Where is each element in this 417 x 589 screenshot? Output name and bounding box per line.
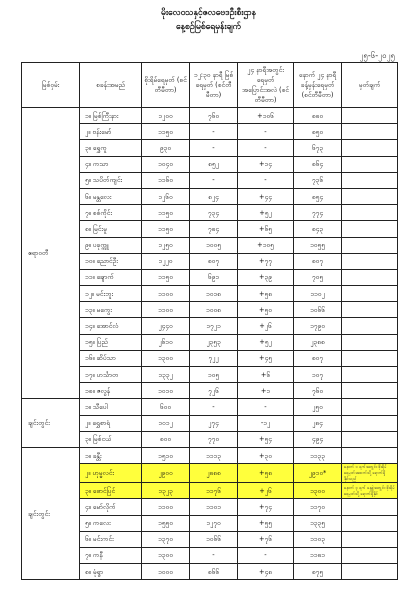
forecast-cell: ၁၁၀၂ [294, 286, 342, 302]
change-cell: - [238, 547, 294, 563]
station-name-cell: ၁၄။ အောင်လံ [80, 318, 142, 334]
forecast-cell: ၁၀၆၆ [294, 302, 342, 318]
danger-level-cell: ၁၀၁၂ [142, 415, 190, 431]
remark-cell [342, 515, 398, 531]
danger-level-cell: ၁၃၀၀ [142, 547, 190, 563]
danger-level-cell: ၂၆၁၀ [142, 334, 190, 350]
change-cell: - [238, 399, 294, 415]
remark-cell [342, 367, 398, 383]
station-name-cell: ၂။ ဗန်းမော် [80, 124, 142, 140]
current-level-cell: ၁၀၆၆ [190, 531, 238, 547]
change-cell: - [238, 140, 294, 156]
current-level-cell: ၁၀၅ [190, 367, 238, 383]
current-level-cell: - [190, 172, 238, 188]
danger-level-cell: ၁၁၀၀ [142, 499, 190, 515]
change-cell: +၅၄ [238, 431, 294, 447]
forecast-cell: ၂၈၄ [294, 415, 342, 431]
danger-level-cell: ၁၁၅၀ [142, 205, 190, 221]
forecast-cell: ၈၆၄ [294, 156, 342, 172]
station-name-cell: ၄။ မော်လိုက် [80, 499, 142, 515]
current-level-cell: - [190, 140, 238, 156]
remark-cell [342, 124, 398, 140]
station-name-cell: ၂။ ရွှေစာရံ [80, 415, 142, 431]
remark-cell [342, 415, 398, 431]
station-name-cell: ၃။ ရွှေကူ [80, 140, 142, 156]
river-level-table [21, 62, 398, 580]
remark-cell [342, 237, 398, 253]
change-cell: +၆ [238, 367, 294, 383]
current-level-cell: ၆၉၁ [190, 269, 238, 285]
change-cell: +၅၂ [238, 334, 294, 350]
remark-cell [342, 318, 398, 334]
danger-level-cell: ၁၀၀၀ [142, 564, 190, 580]
station-name-cell: ၅။ ကလေး [80, 515, 142, 531]
forecast-cell: ၇၀၅ [294, 269, 342, 285]
remark-cell: နောက် ၃ ရက် နေ့စွဲအတွင်း စိုးရိမ်ရေမှတ်သို့ ရောက်ရှိနိုင် [342, 483, 398, 499]
forecast-cell: ၇၇၄ [294, 205, 342, 221]
forecast-cell: ၁၁၈၁ [294, 547, 342, 563]
forecast-cell: ၈၅၄ [294, 188, 342, 204]
document-subtitle: နေ့စဉ်မြစ်ရေမှန်းချက် [176, 22, 241, 32]
region-cell: ဧရာဝတီ [22, 108, 80, 399]
forecast-cell: ၁၃၃၅ [294, 515, 342, 531]
current-level-cell: - [190, 547, 238, 563]
forecast-cell: ၁၃၀၀ [294, 483, 342, 499]
change-cell: - [238, 172, 294, 188]
change-cell: +၅၅ [238, 515, 294, 531]
danger-level-cell: ၁၀၁၀ [142, 383, 190, 399]
col-header-current-level: ၁၂:၃၀ နာရီ မြစ်ရေမှတ် (စင်တီမီတာ) [190, 63, 238, 108]
current-level-cell: ၁၁၇၆ [190, 483, 238, 499]
col-header-remark: မှတ်ချက် [342, 63, 398, 108]
change-cell: +၄၄ [238, 188, 294, 204]
station-name-cell: ၈။ မြင်းမူ [80, 221, 142, 237]
change-cell: +၁ [238, 383, 294, 399]
current-level-cell: ၈၀၇ [190, 253, 238, 269]
danger-level-cell: ၁၁၅၀ [142, 124, 190, 140]
danger-level-cell: ၁၅၁၀ [142, 447, 190, 463]
col-header-danger-level: စိုးရိမ်ရေမှတ် (စင်တီမီတာ) [142, 63, 190, 108]
current-level-cell: ၁၇၂၁ [190, 318, 238, 334]
change-cell: +၇၇ [238, 253, 294, 269]
forecast-cell: ၈၈၀ [294, 108, 342, 124]
remark-cell [342, 302, 398, 318]
station-name-cell: ၁။ မြစ်ကြီးနား [80, 108, 142, 124]
change-cell: +၁၀၆ [238, 108, 294, 124]
col-header-change: ၂၄ နာရီအတွင်း ရေမှတ်အပြောင်းအလဲ (စင်တီမီတာ) [238, 63, 294, 108]
region-cell: ချင်းတွင်း [22, 399, 80, 448]
remark-cell [342, 286, 398, 302]
station-name-cell: ၁၈။ ဇလွန် [80, 383, 142, 399]
station-name-cell: ၁၂။ မင်းဘူး [80, 286, 142, 302]
change-cell: +၆၅ [238, 221, 294, 237]
col-header-forecast: နောက် ၂၄ နာရီ ခန့်မှန်းရေမှတ် (စင်တီမီတာ) [294, 63, 342, 108]
table-header-row [22, 63, 398, 108]
change-cell: +၄၈ [238, 564, 294, 580]
station-name-cell: ၁၃။ မကွေး [80, 302, 142, 318]
remark-cell [342, 188, 398, 204]
station-name-cell: ၁။ သီပေါ [80, 399, 142, 415]
change-cell: +၅၂ [238, 205, 294, 221]
col-header-region: မြစ်ဝှမ်း [22, 63, 80, 108]
change-cell: +၂၆ [238, 483, 294, 499]
change-cell: +၃၀ [238, 447, 294, 463]
station-name-cell: ၁၇။ ဟင်္သာတ [80, 367, 142, 383]
remark-cell [342, 399, 398, 415]
current-level-cell: ၁၂၇၀ [190, 515, 238, 531]
change-cell: +၅၀ [238, 302, 294, 318]
current-level-cell: ၁၁၀၁ [190, 499, 238, 515]
table-row [22, 447, 398, 463]
remark-cell [342, 383, 398, 399]
danger-level-cell: ၂၉၀၀ [142, 464, 190, 483]
forecast-cell: ၈၀၇ [294, 350, 342, 366]
danger-level-cell: ၁၃၀၀ [142, 350, 190, 366]
remark-cell [342, 253, 398, 269]
current-level-cell: ၁၀၁၈ [190, 286, 238, 302]
remark-cell [342, 205, 398, 221]
forecast-cell: ၇၆၀ [294, 383, 342, 399]
station-name-cell: ၁။ ခန္တီး [80, 447, 142, 463]
remark-cell [342, 156, 398, 172]
current-level-cell: ၇၃၄ [190, 205, 238, 221]
forecast-cell: ၁၀၇ [294, 367, 342, 383]
danger-level-cell: ၁၀၄၀ [142, 156, 190, 172]
remark-cell: နောက် ၁ ရက်အတွင်း စိုးရိမ်ရေမှတ်အထက်သို့ ရောက်ရှိနိုင်သည် [342, 464, 398, 483]
station-name-cell: ၁၆။ ဆိပ်သာ [80, 350, 142, 366]
change-cell: +၁၀၅ [238, 237, 294, 253]
station-name-cell: ၆။ မန္တလေး [80, 188, 142, 204]
col-header-station: စခန်းအမည် [80, 63, 142, 108]
danger-level-cell: ၁၁၆၀ [142, 172, 190, 188]
remark-cell [342, 221, 398, 237]
station-name-cell: ၁၀။ ညောင်ဦး [80, 253, 142, 269]
current-level-cell: ၇၂၂ [190, 350, 238, 366]
remark-cell [342, 564, 398, 580]
forecast-cell: ၈၄၃ [294, 221, 342, 237]
current-level-cell: ၇၇၀ [190, 431, 238, 447]
danger-level-cell: ၁၃၃၂ [142, 367, 190, 383]
forecast-cell: ၈၇၅ [294, 564, 342, 580]
forecast-cell: ၁၇၉၀ [294, 318, 342, 334]
current-level-cell: ၈၅၂ [190, 156, 238, 172]
station-name-cell: ၁၁။ ချောက် [80, 269, 142, 285]
change-cell: +၄၅ [238, 350, 294, 366]
station-name-cell: ၅။ သပိတ်ကျင်း [80, 172, 142, 188]
danger-level-cell: ၁၁၅၀ [142, 221, 190, 237]
current-level-cell: ၂၈၈၈ [190, 464, 238, 483]
remark-cell [342, 431, 398, 447]
danger-level-cell: ၁၃၇၀ [142, 531, 190, 547]
report-date: ၂၅-၆-၂၀၂၅ [359, 51, 395, 60]
station-name-cell: ၈။ မုံရွာ [80, 564, 142, 580]
remark-cell [342, 499, 398, 515]
danger-level-cell: ၁၂၆၀ [142, 188, 190, 204]
forecast-cell: ၁၀၅၅ [294, 237, 342, 253]
current-level-cell: ၂၃၅၃ [190, 334, 238, 350]
table-row [22, 399, 398, 415]
forecast-cell: ၇၃၆ [294, 172, 342, 188]
station-name-cell: ၉။ ပခုက္ကူ [80, 237, 142, 253]
danger-level-cell: ၁၂၅၀ [142, 237, 190, 253]
danger-level-cell: ၉၃၀ [142, 140, 190, 156]
forecast-cell: ၆၇၃ [294, 140, 342, 156]
danger-level-cell: ၁၂၂၀ [142, 253, 190, 269]
change-cell: +၅၈ [238, 286, 294, 302]
current-level-cell: ၈၂၄ [190, 188, 238, 204]
danger-level-cell: ၁၁၀၀ [142, 302, 190, 318]
current-level-cell: ၈၆၆ [190, 564, 238, 580]
forecast-cell: ၁၁၃၃ [294, 447, 342, 463]
danger-level-cell: ၁၁၅၀ [142, 269, 190, 285]
current-level-cell: ၂၇၄ [190, 415, 238, 431]
change-cell: -၁၂ [238, 415, 294, 431]
forecast-cell: ၁၁၇၀ [294, 499, 342, 515]
current-level-cell: - [190, 399, 238, 415]
danger-level-cell: ၈၀၀ [142, 431, 190, 447]
station-name-cell: ၁၅။ ပြည် [80, 334, 142, 350]
change-cell: +၂၆ [238, 318, 294, 334]
remark-cell [342, 172, 398, 188]
current-level-cell: ၁၁၁၃ [190, 447, 238, 463]
remark-cell [342, 108, 398, 124]
station-name-cell: ၂။ ဟုမ္မလင်း [80, 464, 142, 483]
danger-level-cell: ၁၂၀၀ [142, 108, 190, 124]
remark-cell [342, 140, 398, 156]
forecast-cell: ၄၉၄ [294, 431, 342, 447]
station-name-cell: ၇။ ကနီ [80, 547, 142, 563]
forecast-cell: ၂၉၁၀* [294, 464, 342, 483]
danger-level-cell: ၁၃၂၃ [142, 483, 190, 499]
remark-cell [342, 350, 398, 366]
table-row [22, 108, 398, 124]
change-cell: +၃၉ [238, 269, 294, 285]
document-title: မိုးလေဝသနှင့်ဇလဗေဒဦးစီးဌာန [160, 8, 257, 18]
remark-cell [342, 531, 398, 547]
danger-level-cell: ၁၅၅၀ [142, 515, 190, 531]
forecast-cell: ၁၁၀၃ [294, 531, 342, 547]
current-level-cell: ၇၂၆ [190, 383, 238, 399]
change-cell: - [238, 124, 294, 140]
current-level-cell: ၇၆၀ [190, 108, 238, 124]
station-name-cell: ၆။ မင်းကင်း [80, 531, 142, 547]
danger-level-cell: ၁၁၀၀ [142, 286, 190, 302]
current-level-cell: - [190, 124, 238, 140]
station-name-cell: ၄။ ကသာ [80, 156, 142, 172]
station-name-cell: ၃။ မြစ်ငယ် [80, 431, 142, 447]
forecast-cell: ၂၅၀ [294, 399, 342, 415]
remark-cell [342, 547, 398, 563]
remark-cell [342, 269, 398, 285]
station-name-cell: ၇။ စစ်ကိုင်း [80, 205, 142, 221]
forecast-cell: ၈၅၀ [294, 124, 342, 140]
current-level-cell: ၁၀၀၈ [190, 302, 238, 318]
danger-level-cell: ၆၀၀ [142, 399, 190, 415]
table-body [22, 108, 398, 580]
forecast-cell: ၂၃၈၈ [294, 334, 342, 350]
change-cell: +၁၄ [238, 156, 294, 172]
danger-level-cell: ၂၄၄၀ [142, 318, 190, 334]
remark-cell [342, 334, 398, 350]
change-cell: +၇၄ [238, 499, 294, 515]
station-name-cell: ၃။ ဖောင်ပြင် [80, 483, 142, 499]
change-cell: +၇၆ [238, 531, 294, 547]
region-cell: ချင်းတွင်း [22, 447, 80, 579]
forecast-cell: ၈၀၇ [294, 253, 342, 269]
remark-cell [342, 447, 398, 463]
current-level-cell: ၁၀၀၅ [190, 237, 238, 253]
current-level-cell: ၇၈၄ [190, 221, 238, 237]
change-cell: +၅၈ [238, 464, 294, 483]
